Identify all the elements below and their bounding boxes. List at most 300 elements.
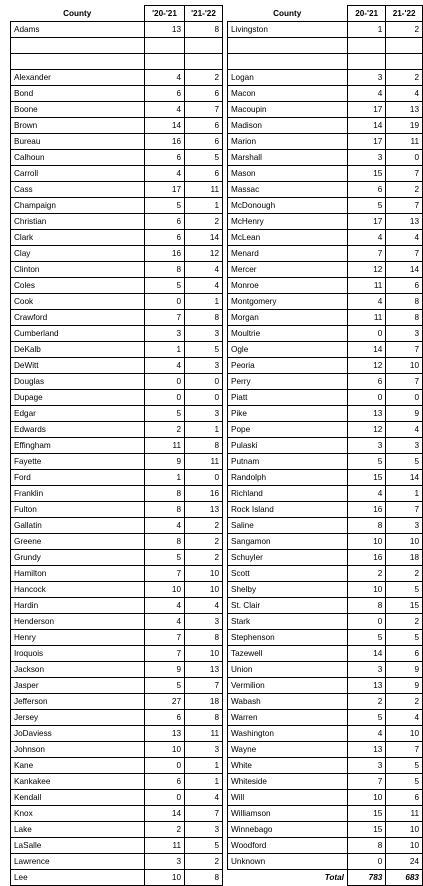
table-row [11, 278, 223, 294]
county-name-cell: Jefferson [11, 694, 145, 710]
table-row [11, 534, 223, 550]
table-row [228, 454, 423, 470]
county-name-cell: Edwards [11, 422, 145, 438]
county-name-cell: Morgan [228, 310, 348, 326]
value-2122-cell: 6 [185, 86, 223, 102]
county-name-cell [11, 54, 145, 70]
value-2122-cell: 2 [185, 518, 223, 534]
table-row [11, 710, 223, 726]
table-row [11, 166, 223, 182]
value-2122-cell: 8 [185, 438, 223, 454]
value-2122-cell: 11 [185, 726, 223, 742]
county-name-cell: Alexander [11, 70, 145, 86]
header-2122: '21-'22 [185, 6, 223, 22]
county-name-cell: Iroquois [11, 646, 145, 662]
value-2122-cell: 2 [386, 182, 423, 198]
value-2122-cell: 6 [386, 278, 423, 294]
table-row [11, 662, 223, 678]
value-2021-cell: 11 [145, 438, 185, 454]
county-name-cell: Jersey [11, 710, 145, 726]
value-2021-cell [145, 38, 185, 54]
value-2021-cell: 10 [347, 582, 385, 598]
value-2122-cell: 3 [185, 614, 223, 630]
table-row [228, 38, 423, 54]
county-name-cell: Johnson [11, 742, 145, 758]
value-2021-cell: 5 [347, 630, 385, 646]
table-row [228, 694, 423, 710]
county-name-cell: Schuyler [228, 550, 348, 566]
county-name-cell: Wayne [228, 742, 348, 758]
value-2122-cell: 2 [386, 566, 423, 582]
county-name-cell: Stephenson [228, 630, 348, 646]
value-2122-cell: 1 [185, 294, 223, 310]
table-row [11, 758, 223, 774]
county-name-cell: Lee [11, 870, 145, 886]
county-name-cell: McDonough [228, 198, 348, 214]
county-name-cell: Effingham [11, 438, 145, 454]
table-row [228, 790, 423, 806]
table-row [11, 646, 223, 662]
county-name-cell: Kendall [11, 790, 145, 806]
value-2122-cell: 13 [185, 502, 223, 518]
value-2122-cell: 3 [386, 326, 423, 342]
table-row [228, 806, 423, 822]
county-name-cell: McHenry [228, 214, 348, 230]
header-county: County [228, 6, 348, 22]
county-name-cell: Boone [11, 102, 145, 118]
table-body [11, 22, 223, 886]
value-2122-cell: 7 [386, 246, 423, 262]
table-row [228, 438, 423, 454]
table-row [11, 22, 223, 38]
county-name-cell: Unknown [228, 854, 348, 870]
value-2122-cell: 19 [386, 118, 423, 134]
value-2021-cell: 6 [347, 182, 385, 198]
value-2021-cell: 8 [145, 262, 185, 278]
value-2021-cell: 4 [145, 614, 185, 630]
value-2122-cell: 11 [185, 182, 223, 198]
value-2021-cell: 10 [347, 790, 385, 806]
value-2021-cell: 6 [145, 230, 185, 246]
value-2021-cell: 13 [347, 678, 385, 694]
table-row [228, 422, 423, 438]
county-name-cell: Henry [11, 630, 145, 646]
value-2021-cell: 6 [145, 710, 185, 726]
value-2021-cell: 9 [145, 662, 185, 678]
value-2122-cell: 2 [386, 22, 423, 38]
value-2122-cell: 5 [185, 342, 223, 358]
table-row [228, 822, 423, 838]
value-2122-cell: 7 [185, 806, 223, 822]
value-2021-cell [145, 54, 185, 70]
value-2021-cell: 3 [145, 854, 185, 870]
value-2021-cell [347, 54, 385, 70]
table-row [228, 358, 423, 374]
county-name-cell: Jasper [11, 678, 145, 694]
table-row [11, 390, 223, 406]
table-row [228, 534, 423, 550]
value-2122-cell: 7 [386, 342, 423, 358]
county-name-cell: Randolph [228, 470, 348, 486]
county-table-left [10, 5, 223, 886]
table-row [228, 118, 423, 134]
value-2021-cell: 6 [145, 774, 185, 790]
value-2021-cell: 0 [145, 390, 185, 406]
table-row [228, 598, 423, 614]
county-name-cell: Logan [228, 70, 348, 86]
table-row [11, 246, 223, 262]
table-row [11, 182, 223, 198]
table-row [228, 662, 423, 678]
county-name-cell: Shelby [228, 582, 348, 598]
value-2122-cell: 12 [185, 246, 223, 262]
value-2021-cell: 8 [347, 598, 385, 614]
table-row [11, 374, 223, 390]
county-name-cell: Kane [11, 758, 145, 774]
value-2021-cell: 0 [145, 758, 185, 774]
county-name-cell: DeKalb [11, 342, 145, 358]
value-2122-cell: 0 [185, 390, 223, 406]
value-2021-cell: 11 [145, 838, 185, 854]
value-2021-cell: 5 [347, 710, 385, 726]
table-row [11, 518, 223, 534]
value-2122-cell: 8 [386, 294, 423, 310]
value-2122-cell: 0 [185, 374, 223, 390]
value-2122-cell: 3 [386, 518, 423, 534]
value-2122-cell: 10 [386, 358, 423, 374]
county-name-cell: Macon [228, 86, 348, 102]
table-row [11, 118, 223, 134]
value-2122-cell: 2 [386, 614, 423, 630]
value-2021-cell: 16 [145, 246, 185, 262]
county-name-cell: Moultrie [228, 326, 348, 342]
county-name-cell: McLean [228, 230, 348, 246]
county-name-cell: Pulaski [228, 438, 348, 454]
value-2021-cell: 10 [145, 582, 185, 598]
value-2021-cell: 17 [145, 182, 185, 198]
value-2021-cell: 2 [145, 822, 185, 838]
value-2021-cell: 7 [145, 310, 185, 326]
value-2021-cell: 10 [145, 870, 185, 886]
table-row [11, 262, 223, 278]
value-2021-cell: 5 [145, 278, 185, 294]
county-name-cell: Washington [228, 726, 348, 742]
county-name-cell: Marion [228, 134, 348, 150]
county-name-cell: Bond [11, 86, 145, 102]
value-2021-cell: 4 [145, 166, 185, 182]
county-name-cell: Clark [11, 230, 145, 246]
table-row [11, 214, 223, 230]
value-2122-cell: 2 [386, 70, 423, 86]
county-name-cell: White [228, 758, 348, 774]
county-table-right [227, 5, 423, 886]
value-2021-cell: 8 [145, 502, 185, 518]
value-2021-cell: 0 [347, 326, 385, 342]
value-2021-cell: 15 [347, 166, 385, 182]
county-name-cell: Saline [228, 518, 348, 534]
value-2122-cell: 10 [386, 822, 423, 838]
county-name-cell: Calhoun [11, 150, 145, 166]
value-2021-cell: 0 [347, 614, 385, 630]
county-name-cell: Pope [228, 422, 348, 438]
table-row [228, 742, 423, 758]
county-name-cell: Franklin [11, 486, 145, 502]
county-name-cell: Coles [11, 278, 145, 294]
table-row [11, 550, 223, 566]
value-2021-cell: 10 [145, 742, 185, 758]
county-name-cell: Sangamon [228, 534, 348, 550]
county-name-cell: Dupage [11, 390, 145, 406]
value-2021-cell: 5 [145, 406, 185, 422]
total-row [228, 870, 423, 886]
value-2122-cell: 7 [386, 374, 423, 390]
table-row [11, 198, 223, 214]
table-row [11, 790, 223, 806]
header-2021: '20-'21 [145, 6, 185, 22]
value-2122-cell: 8 [185, 22, 223, 38]
county-name-cell: Piatt [228, 390, 348, 406]
value-2122-cell: 10 [185, 582, 223, 598]
county-name-cell: Lawrence [11, 854, 145, 870]
value-2021-cell: 4 [145, 102, 185, 118]
value-2122-cell: 16 [185, 486, 223, 502]
value-2122-cell: 4 [386, 422, 423, 438]
header-row [228, 6, 423, 22]
table-row [228, 342, 423, 358]
value-2122-cell: 13 [386, 214, 423, 230]
table-row [228, 166, 423, 182]
value-2021-cell: 16 [347, 550, 385, 566]
table-row [11, 726, 223, 742]
table-row [11, 742, 223, 758]
county-name-cell: Champaign [11, 198, 145, 214]
table-row [228, 246, 423, 262]
county-name-cell: Will [228, 790, 348, 806]
value-2122-cell: 5 [386, 758, 423, 774]
value-2122-cell: 1 [185, 198, 223, 214]
table-row [11, 486, 223, 502]
value-2122-cell: 11 [386, 134, 423, 150]
county-name-cell: Edgar [11, 406, 145, 422]
value-2021-cell: 14 [145, 118, 185, 134]
county-name-cell: Madison [228, 118, 348, 134]
county-name-cell: Macoupin [228, 102, 348, 118]
value-2021-cell: 16 [145, 134, 185, 150]
county-name-cell: St. Clair [228, 598, 348, 614]
county-name-cell: Carroll [11, 166, 145, 182]
table-row [228, 838, 423, 854]
value-2021-cell: 17 [347, 214, 385, 230]
value-2122-cell: 10 [386, 726, 423, 742]
table-row [11, 230, 223, 246]
total-2021: 783 [347, 870, 385, 886]
value-2021-cell: 0 [347, 854, 385, 870]
county-name-cell: Montgomery [228, 294, 348, 310]
value-2122-cell: 14 [185, 230, 223, 246]
value-2122-cell: 18 [386, 550, 423, 566]
value-2122-cell: 3 [185, 406, 223, 422]
header-county: County [11, 6, 145, 22]
value-2122-cell: 3 [185, 358, 223, 374]
value-2021-cell: 10 [347, 534, 385, 550]
county-name-cell: Putnam [228, 454, 348, 470]
value-2021-cell: 4 [347, 486, 385, 502]
table-row [228, 646, 423, 662]
table-row [228, 630, 423, 646]
value-2021-cell: 15 [347, 822, 385, 838]
value-2122-cell: 1 [185, 774, 223, 790]
value-2122-cell: 6 [185, 166, 223, 182]
county-name-cell: Christian [11, 214, 145, 230]
value-2122-cell: 10 [185, 566, 223, 582]
table-row [11, 438, 223, 454]
county-name-cell: Williamson [228, 806, 348, 822]
value-2122-cell: 15 [386, 598, 423, 614]
county-name-cell [228, 38, 348, 54]
county-name-cell: Vermilion [228, 678, 348, 694]
value-2122-cell: 4 [386, 710, 423, 726]
table-row [228, 262, 423, 278]
value-2122-cell: 3 [386, 438, 423, 454]
value-2122-cell: 8 [185, 870, 223, 886]
table-row [228, 198, 423, 214]
value-2021-cell: 14 [347, 342, 385, 358]
table-row [228, 214, 423, 230]
value-2122-cell [185, 38, 223, 54]
value-2122-cell: 4 [185, 262, 223, 278]
table-row [11, 470, 223, 486]
county-name-cell [228, 54, 348, 70]
table-row [11, 774, 223, 790]
table-row [11, 38, 223, 54]
table-row [11, 310, 223, 326]
county-name-cell: Massac [228, 182, 348, 198]
value-2021-cell: 7 [145, 646, 185, 662]
value-2122-cell: 5 [386, 454, 423, 470]
table-row [11, 630, 223, 646]
table-row [228, 710, 423, 726]
table-row [228, 518, 423, 534]
value-2021-cell: 0 [145, 790, 185, 806]
table-row [228, 678, 423, 694]
value-2021-cell: 3 [347, 70, 385, 86]
value-2122-cell: 1 [185, 422, 223, 438]
value-2122-cell: 0 [386, 390, 423, 406]
table-row [228, 70, 423, 86]
value-2021-cell: 12 [347, 422, 385, 438]
county-name-cell: Peoria [228, 358, 348, 374]
county-name-cell: Bureau [11, 134, 145, 150]
value-2122-cell: 7 [386, 502, 423, 518]
table-row [11, 822, 223, 838]
value-2021-cell: 1 [145, 342, 185, 358]
county-name-cell: JoDaviess [11, 726, 145, 742]
value-2021-cell: 2 [347, 566, 385, 582]
value-2122-cell: 1 [185, 758, 223, 774]
value-2021-cell: 4 [145, 70, 185, 86]
value-2122-cell: 13 [386, 102, 423, 118]
table-row [228, 470, 423, 486]
county-name-cell: Cook [11, 294, 145, 310]
value-2122-cell: 2 [185, 550, 223, 566]
county-name-cell: Clay [11, 246, 145, 262]
county-name-cell: Scott [228, 566, 348, 582]
table-row [228, 182, 423, 198]
value-2122-cell: 3 [185, 326, 223, 342]
table-row [11, 54, 223, 70]
table-row [11, 150, 223, 166]
header-2021: 20-'21 [347, 6, 385, 22]
table-row [228, 758, 423, 774]
table-row [11, 294, 223, 310]
county-name-cell: Hancock [11, 582, 145, 598]
value-2122-cell: 11 [386, 806, 423, 822]
county-name-cell: Woodford [228, 838, 348, 854]
county-name-cell: Menard [228, 246, 348, 262]
value-2122-cell: 7 [386, 166, 423, 182]
county-name-cell: Douglas [11, 374, 145, 390]
value-2021-cell: 3 [347, 662, 385, 678]
county-name-cell: Cumberland [11, 326, 145, 342]
county-name-cell: Clinton [11, 262, 145, 278]
value-2021-cell: 27 [145, 694, 185, 710]
county-name-cell: Wabash [228, 694, 348, 710]
value-2021-cell: 13 [145, 726, 185, 742]
table-row [228, 550, 423, 566]
table-row [11, 342, 223, 358]
county-name-cell: Winnebago [228, 822, 348, 838]
county-name-cell: Pike [228, 406, 348, 422]
value-2021-cell: 5 [145, 678, 185, 694]
value-2122-cell: 7 [185, 102, 223, 118]
value-2021-cell: 17 [347, 102, 385, 118]
table-row [11, 86, 223, 102]
value-2021-cell: 5 [347, 198, 385, 214]
table-row [11, 694, 223, 710]
county-name-cell: Gallatin [11, 518, 145, 534]
value-2021-cell: 3 [347, 438, 385, 454]
value-2021-cell: 7 [145, 566, 185, 582]
county-name-cell: Whiteside [228, 774, 348, 790]
value-2122-cell: 2 [185, 854, 223, 870]
table-row [228, 486, 423, 502]
value-2122-cell: 4 [185, 790, 223, 806]
county-name-cell: Hardin [11, 598, 145, 614]
table-row [11, 406, 223, 422]
value-2021-cell: 15 [347, 470, 385, 486]
value-2122-cell: 4 [185, 598, 223, 614]
value-2021-cell: 15 [347, 806, 385, 822]
value-2122-cell: 4 [386, 86, 423, 102]
table-row [11, 422, 223, 438]
table-row [11, 598, 223, 614]
table-row [228, 614, 423, 630]
value-2122-cell: 2 [386, 694, 423, 710]
county-name-cell: Fayette [11, 454, 145, 470]
value-2021-cell: 8 [347, 838, 385, 854]
value-2122-cell: 5 [185, 150, 223, 166]
value-2021-cell: 8 [347, 518, 385, 534]
table-row [228, 278, 423, 294]
table-row [11, 326, 223, 342]
total-2122: 683 [386, 870, 423, 886]
value-2021-cell: 13 [347, 742, 385, 758]
value-2122-cell: 24 [386, 854, 423, 870]
value-2021-cell: 4 [347, 294, 385, 310]
header-row [11, 6, 223, 22]
value-2021-cell: 4 [145, 518, 185, 534]
value-2021-cell: 3 [347, 150, 385, 166]
